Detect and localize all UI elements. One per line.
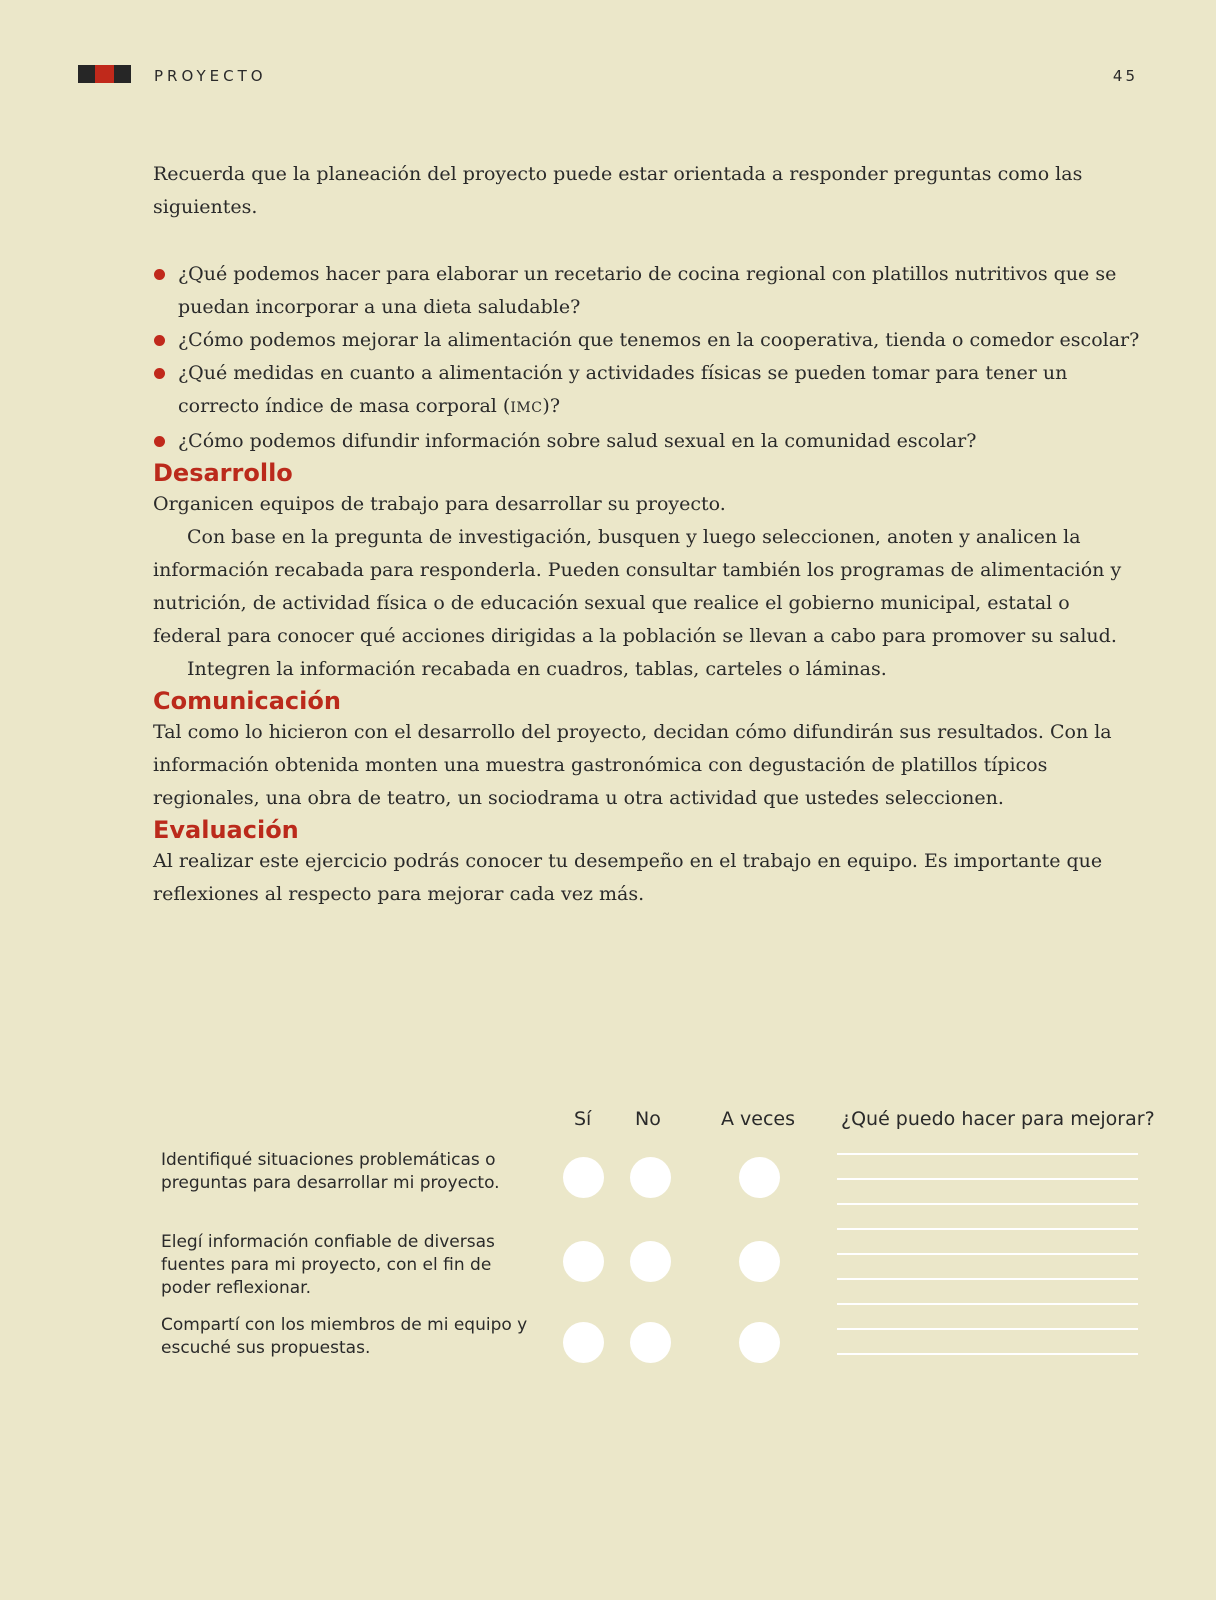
writing-line[interactable] — [837, 1203, 1138, 1205]
desarrollo-paragraph-1: Organicen equipos de trabajo para desarrollar su proyecto. — [153, 493, 726, 515]
evaluation-statement: Compartí con los miembros de mi equipo y escuché sus propuestas. — [161, 1315, 528, 1358]
column-header-a-veces: A veces — [721, 1108, 796, 1130]
section-color-marker — [78, 65, 131, 83]
question-text: ¿Cómo podemos mejorar la alimentación que tenemos en la cooperativa, tienda o comedor escolar? — [178, 329, 1140, 351]
answer-circle-a-veces[interactable] — [739, 1322, 780, 1363]
answer-circle-si[interactable] — [563, 1241, 604, 1282]
marker-block-red — [95, 65, 114, 83]
writing-line[interactable] — [837, 1303, 1138, 1305]
writing-line[interactable] — [837, 1353, 1138, 1355]
answer-circle-si[interactable] — [563, 1157, 604, 1198]
column-header-no: No — [635, 1108, 661, 1130]
section-label: PROYECTO — [154, 67, 267, 85]
answer-circle-a-veces[interactable] — [739, 1241, 780, 1282]
bullet-icon — [154, 368, 165, 379]
comunicacion-paragraph: Tal como lo hicieron con el desarrollo del proyecto, decidan cómo difundirán sus resultados. Con la información obtenida monten una muestra gastronómica con degustación de platillos típicos regionales, una obra de teatro, un sociodrama u otra actividad que ustedes seleccionen. — [153, 721, 1112, 809]
intro-paragraph: Recuerda que la planeación del proyecto puede estar orientada a responder preguntas como las siguientes. — [153, 163, 1083, 218]
list-item — [153, 425, 1143, 458]
bullet-icon — [154, 269, 165, 280]
writing-line[interactable] — [837, 1278, 1138, 1280]
writing-line[interactable] — [837, 1253, 1138, 1255]
answer-circle-no[interactable] — [630, 1241, 671, 1282]
question-text-end: )? — [542, 395, 561, 417]
writing-line[interactable] — [837, 1153, 1138, 1155]
answer-circle-si[interactable] — [563, 1322, 604, 1363]
answer-circle-no[interactable] — [630, 1322, 671, 1363]
comunicacion-heading: Comunicación — [153, 687, 341, 715]
question-text: ¿Cómo podemos difundir información sobre salud sexual en la comunidad escolar? — [178, 430, 977, 452]
answer-circle-no[interactable] — [630, 1157, 671, 1198]
evaluation-statement: Elegí información confiable de diversas fuentes para mi proyecto, con el fin de poder reflexionar. — [161, 1232, 495, 1298]
evaluation-statement: Identifiqué situaciones problemáticas o preguntas para desarrollar mi proyecto. — [161, 1150, 500, 1193]
writing-line[interactable] — [837, 1328, 1138, 1330]
list-item — [153, 258, 1143, 324]
page-number: 45 — [1112, 67, 1138, 85]
guiding-questions-list — [153, 258, 1143, 458]
page-content — [153, 158, 1143, 911]
list-item — [153, 324, 1143, 357]
column-header-improve: ¿Qué puedo hacer para mejorar? — [841, 1108, 1155, 1130]
question-text: ¿Qué podemos hacer para elaborar un recetario de cocina regional con platillos nutritivos que se puedan incorporar a una dieta saludable? — [178, 263, 1117, 318]
imc-abbreviation: IMC — [510, 400, 543, 416]
bullet-icon — [154, 335, 165, 346]
desarrollo-paragraph-2: Con base en la pregunta de investigación, busquen y luego seleccionen, anoten y analicen la información recabada para responderla. Pueden consultar también los programas de alimentación y nutrición, de actividad física o de educación sexual que realice el gobierno municipal, estatal o federal para conocer qué acciones dirigidas a la población se llevan a cabo para promover su salud. — [153, 526, 1122, 647]
desarrollo-paragraph-3: Integren la información recabada en cuadros, tablas, carteles o láminas. — [187, 658, 887, 680]
writing-line[interactable] — [837, 1178, 1138, 1180]
evaluacion-paragraph: Al realizar este ejercicio podrás conocer tu desempeño en el trabajo en equipo. Es importante que reflexiones al respecto para mejorar cada vez más. — [153, 850, 1103, 905]
evaluacion-heading: Evaluación — [153, 816, 299, 844]
question-text: ¿Qué medidas en cuanto a alimentación y actividades físicas se pueden tomar para tener un correcto índice de masa corporal ( — [178, 362, 1068, 417]
writing-line[interactable] — [837, 1228, 1138, 1230]
marker-block-dark — [114, 65, 131, 83]
column-header-si: Sí — [574, 1108, 592, 1130]
bullet-icon — [154, 436, 165, 447]
list-item — [153, 357, 1143, 425]
marker-block-dark — [78, 65, 95, 83]
desarrollo-heading: Desarrollo — [153, 459, 293, 487]
answer-circle-a-veces[interactable] — [739, 1157, 780, 1198]
